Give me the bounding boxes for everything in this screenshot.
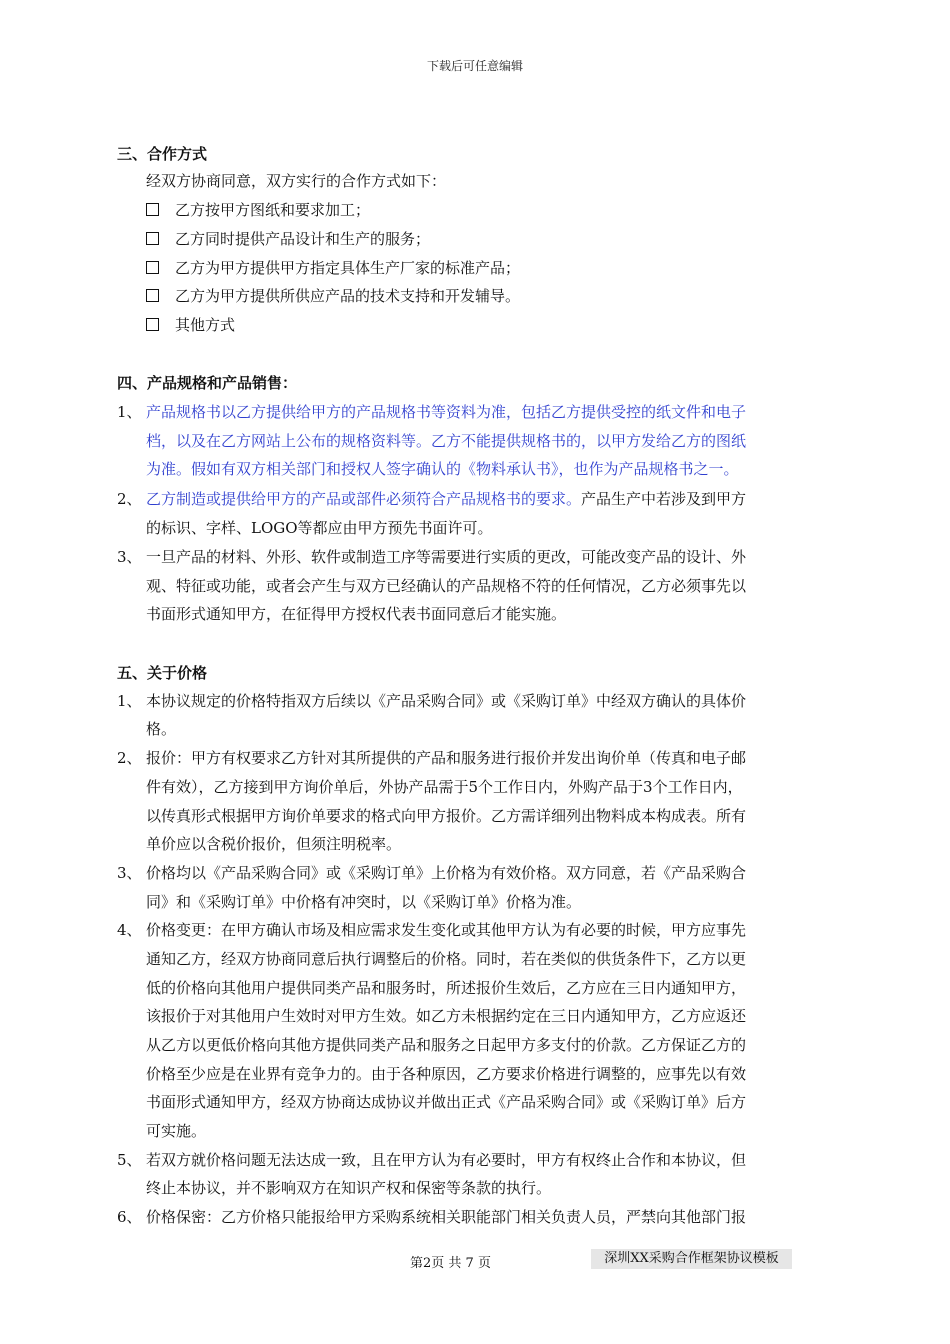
- checkbox-icon[interactable]: [146, 261, 159, 274]
- paragraph-line: 该报价于对其他用户生效时对甲方生效。如乙方未根据约定在三日内通知甲方，乙方应返还: [146, 1007, 747, 1025]
- paragraph-line: 以传真形式根据甲方询价单要求的格式向甲方报价。乙方需详细列出物料成本构成表。所有: [146, 807, 747, 825]
- section-4-title: 四、产品规格和产品销售：: [117, 374, 298, 392]
- option-checkbox[interactable]: 其他方式: [146, 315, 235, 335]
- section-3-title: 三、合作方式: [117, 145, 208, 163]
- paragraph-text: 产品生产中若涉及到甲方: [581, 490, 747, 508]
- item-number: 6、: [117, 1208, 142, 1226]
- paragraph-line: 书面形式通知甲方，在征得甲方授权代表书面同意后才能实施。: [146, 605, 567, 623]
- paragraph-line: 观、特征或功能，或者会产生与双方已经确认的产品规格不符的任何情况，乙方必须事先以: [146, 577, 747, 595]
- document-title-footer: 深圳XX采购合作框架协议模板: [591, 1249, 792, 1269]
- paragraph-line: 格。: [146, 720, 177, 738]
- paragraph-line: 低的价格向其他用户提供同类产品和服务时，所述报价生效后，乙方应在三日内通知甲方，: [146, 979, 747, 997]
- section-3-intro: 经双方协商同意，双方实行的合作方式如下：: [146, 172, 447, 190]
- paragraph-line: 同》和《采购订单》中价格有冲突时，以《采购订单》价格为准。: [146, 893, 582, 911]
- highlighted-text: 乙方制造或提供给甲方的产品或部件必须符合产品规格书的要求。: [146, 490, 582, 508]
- item-number: 2、: [117, 749, 142, 767]
- paragraph-line: 的标识、字样、LOGO等都应由甲方预先书面许可。: [146, 519, 493, 537]
- item-number: 3、: [117, 548, 142, 566]
- paragraph-line: 件有效），乙方接到甲方询价单后，外协产品需于5个工作日内，外购产品于3个工作日内，: [146, 778, 743, 796]
- item-number: 4、: [117, 921, 142, 939]
- paragraph-line: 价格均以《产品采购合同》或《采购订单》上价格为有效价格。双方同意，若《产品采购合: [146, 864, 747, 882]
- paragraph-line: 档，以及在乙方网站上公布的规格资料等。乙方不能提供规格书的，以甲方发给乙方的图纸: [146, 432, 747, 450]
- option-checkbox[interactable]: 乙方按甲方图纸和要求加工；: [146, 200, 370, 220]
- checkbox-icon[interactable]: [146, 289, 159, 302]
- paragraph-line: 产品规格书以乙方提供给甲方的产品规格书等资料为准，包括乙方提供受控的纸文件和电子: [146, 403, 747, 421]
- item-number: 2、: [117, 490, 142, 508]
- paragraph-line: 书面形式通知甲方，经双方协商达成协议并做出正式《产品采购合同》或《采购订单》后方: [146, 1093, 747, 1111]
- option-checkbox[interactable]: 乙方同时提供产品设计和生产的服务；: [146, 229, 430, 249]
- paragraph-line: 单价应以含税价报价，但须注明税率。: [146, 835, 402, 853]
- paragraph-line: 若双方就价格问题无法达成一致，且在甲方认为有必要时，甲方有权终止合作和本协议，但: [146, 1151, 747, 1169]
- page-number: 第2页 共 7 页: [410, 1256, 491, 1271]
- paragraph-line: 价格变更：在甲方确认市场及相应需求发生变化或其他甲方认为有必要的时候，甲方应事先: [146, 921, 747, 939]
- option-checkbox[interactable]: 乙方为甲方提供甲方指定具体生产厂家的标准产品；: [146, 258, 520, 278]
- option-checkbox[interactable]: 乙方为甲方提供所供应产品的技术支持和开发辅导。: [146, 286, 520, 306]
- item-number: 1、: [117, 403, 142, 421]
- paragraph-line: 一旦产品的材料、外形、软件或制造工序等需要进行实质的更改，可能改变产品的设计、外: [146, 548, 747, 566]
- paragraph-line: 通知乙方，经双方协商同意后执行调整后的价格。同时，若在类似的供货条件下，乙方以更: [146, 950, 747, 968]
- section-5-title: 五、关于价格: [117, 664, 208, 682]
- paragraph-line: 价格至少应是在业界有竞争力的。由于各种原因，乙方要求价格进行调整的，应事先以有效: [146, 1065, 747, 1083]
- header-note: 下载后可任意编辑: [426, 59, 523, 73]
- checkbox-icon[interactable]: [146, 232, 159, 245]
- paragraph-line: 报价：甲方有权要求乙方针对其所提供的产品和服务进行报价并发出询价单（传真和电子邮: [146, 749, 747, 767]
- paragraph-line: 价格保密：乙方价格只能报给甲方采购系统相关职能部门相关负责人员，严禁向其他部门报: [146, 1208, 747, 1226]
- item-number: 5、: [117, 1151, 142, 1169]
- paragraph-line: 从乙方以更低价格向其他方提供同类产品和服务之日起甲方多支付的价款。乙方保证乙方的: [146, 1036, 747, 1054]
- paragraph-line: 本协议规定的价格特指双方后续以《产品采购合同》或《采购订单》中经双方确认的具体价: [146, 692, 747, 710]
- paragraph-line: 为准。假如有双方相关部门和授权人签字确认的《物料承认书》，也作为产品规格书之一。: [146, 460, 739, 478]
- item-number: 1、: [117, 692, 142, 710]
- item-number: 3、: [117, 864, 142, 882]
- paragraph-line: 可实施。: [146, 1122, 207, 1140]
- paragraph-line: [146, 489, 746, 509]
- checkbox-icon[interactable]: [146, 203, 159, 216]
- checkbox-icon[interactable]: [146, 318, 159, 331]
- paragraph-line: 终止本协议，并不影响双方在知识产权和保密等条款的执行。: [146, 1179, 552, 1197]
